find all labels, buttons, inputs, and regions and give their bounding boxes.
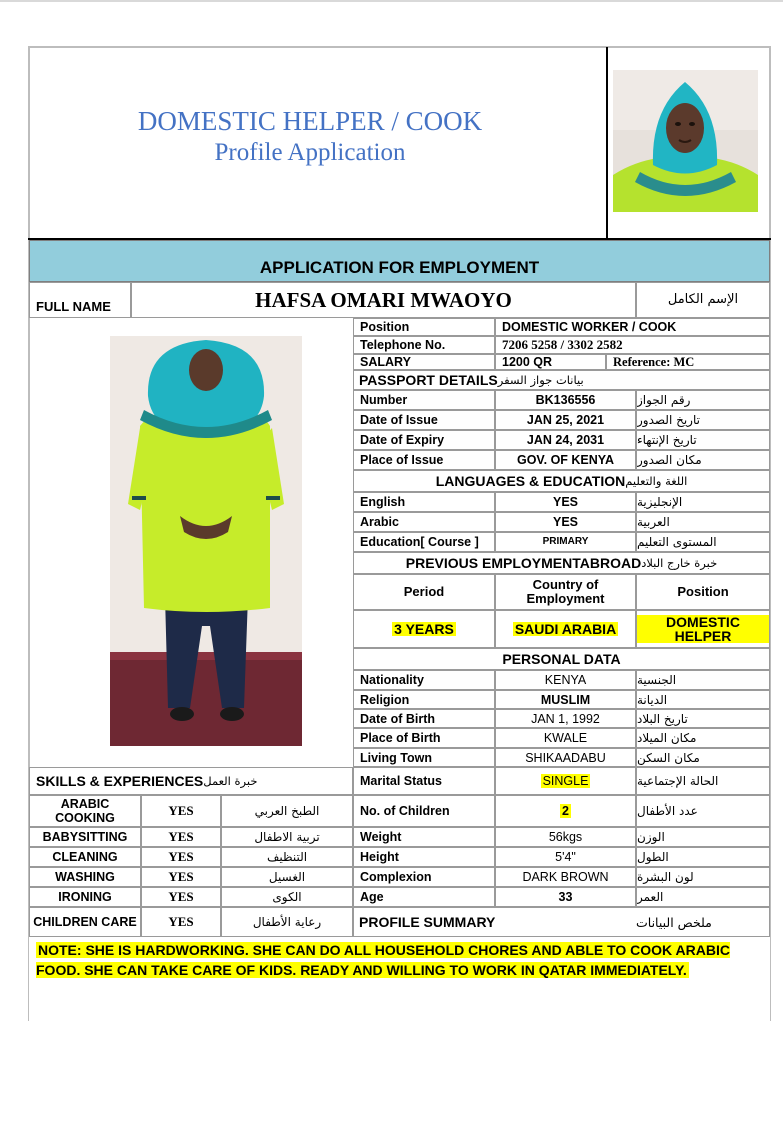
skill-value-2: YES xyxy=(141,847,221,867)
languages-value-2 xyxy=(495,532,636,552)
passport-label-1: Date of Issue xyxy=(353,410,495,430)
passport-title-ar: بيانات جواز السفر xyxy=(497,373,584,387)
previous-employment-value-text-0: 3 YEARS xyxy=(394,621,454,637)
full-name-arabic-label: الإسم الكامل xyxy=(636,282,770,318)
skill-label-5: CHILDREN CARE xyxy=(29,907,141,937)
skill-arabic-5: رعاية الأطفال xyxy=(221,907,353,937)
languages-arabic-2: المستوى التعليم xyxy=(636,532,770,552)
passport-title-en: PASSPORT DETAILS xyxy=(359,372,498,388)
personal-value-text-4: SHIKAADABU xyxy=(525,750,606,765)
personal-arabic-3: مكان الميلاد xyxy=(636,728,770,748)
skill-label-3: WASHING xyxy=(29,867,141,887)
passport-arabic-0: رقم الجواز xyxy=(636,390,770,410)
personal-arabic-5: الحالة الإجتماعية xyxy=(636,767,770,795)
skill-value-3: YES xyxy=(141,867,221,887)
page-subtitle: Profile Application xyxy=(214,139,406,166)
passport-arabic-1: تاريخ الصدور xyxy=(636,410,770,430)
personal-value-2 xyxy=(495,709,636,728)
personal-value-0 xyxy=(495,670,636,690)
personal-label-1: Religion xyxy=(353,690,495,709)
skills-title-en: SKILLS & EXPERIENCES xyxy=(36,773,204,789)
personal-arabic-9: لون البشرة xyxy=(636,867,770,887)
passport-value-text-0: BK136556 xyxy=(535,393,596,407)
previous-employment-title-en: PREVIOUS EMPLOYMENTABROAD xyxy=(405,555,642,571)
personal-value-text-8: 5'4" xyxy=(555,850,576,864)
passport-arabic-2: تاريخ الإنتهاء xyxy=(636,430,770,450)
personal-value-5 xyxy=(495,767,636,795)
personal-arabic-6: عدد الأطفال xyxy=(636,795,770,827)
previous-employment-header-2: Position xyxy=(636,574,770,610)
personal-value-text-0: KENYA xyxy=(544,673,587,687)
previous-employment-title xyxy=(353,552,770,574)
previous-employment-header-0: Period xyxy=(353,574,495,610)
profile-summary-title-ar: ملخص البيانات xyxy=(636,914,712,930)
previous-employment-title-ar: خبرة خارج البلاد xyxy=(641,556,718,570)
languages-value-text-1: YES xyxy=(552,515,578,529)
languages-value-text-0: YES xyxy=(552,495,578,509)
passport-value-1 xyxy=(495,410,636,430)
salary-label: SALARY xyxy=(353,354,495,370)
application-title: APPLICATION FOR EMPLOYMENT xyxy=(259,258,540,277)
personal-arabic-0: الجنسية xyxy=(636,670,770,690)
languages-title-ar: اللغة والتعليم xyxy=(625,474,688,488)
skill-value-0: YES xyxy=(141,795,221,827)
personal-value-8 xyxy=(495,847,636,867)
personal-value-text-6: 2 xyxy=(562,804,569,818)
personal-label-3: Place of Birth xyxy=(353,728,495,748)
previous-employment-value-1 xyxy=(495,610,636,648)
personal-label-9: Complexion xyxy=(353,867,495,887)
personal-arabic-2: تاريخ البلاد xyxy=(636,709,770,728)
personal-arabic-1: الديانة xyxy=(636,690,770,709)
skill-arabic-4: الكوى xyxy=(221,887,353,907)
languages-arabic-1: العربية xyxy=(636,512,770,532)
personal-label-8: Height xyxy=(353,847,495,867)
languages-label-0: English xyxy=(353,492,495,512)
skill-arabic-0: الطبخ العربي xyxy=(221,795,353,827)
passport-value-3 xyxy=(495,450,636,470)
personal-label-6: No. of Children xyxy=(353,795,495,827)
languages-value-0 xyxy=(495,492,636,512)
personal-label-4: Living Town xyxy=(353,748,495,767)
skill-label-1: BABYSITTING xyxy=(29,827,141,847)
personal-label-5: Marital Status xyxy=(353,767,495,795)
passport-value-text-3: GOV. OF KENYA xyxy=(516,453,615,467)
passport-arabic-3: مكان الصدور xyxy=(636,450,770,470)
skill-value-5: YES xyxy=(141,907,221,937)
personal-label-0: Nationality xyxy=(353,670,495,690)
header-divider xyxy=(606,47,608,239)
passport-value-2 xyxy=(495,430,636,450)
personal-label-7: Weight xyxy=(353,827,495,847)
personal-value-9 xyxy=(495,867,636,887)
telephone-label: Telephone No. xyxy=(353,336,495,354)
passport-value-text-2: JAN 24, 2031 xyxy=(526,433,605,447)
personal-value-text-5: SINGLE xyxy=(542,774,589,788)
full-name-label: FULL NAME xyxy=(29,282,131,318)
personal-value-4 xyxy=(495,748,636,767)
applicant-portrait-photo xyxy=(613,70,758,212)
passport-value-text-1: JAN 25, 2021 xyxy=(526,413,605,427)
languages-label-2: Education[ Course ] xyxy=(353,532,495,552)
personal-value-text-7: 56kgs xyxy=(548,830,583,844)
skill-label-2: CLEANING xyxy=(29,847,141,867)
skill-label-4: IRONING xyxy=(29,887,141,907)
passport-label-3: Place of Issue xyxy=(353,450,495,470)
personal-arabic-8: الطول xyxy=(636,847,770,867)
page-title: DOMESTIC HELPER / COOK xyxy=(137,106,483,136)
passport-title xyxy=(359,370,584,390)
skill-value-1: YES xyxy=(141,827,221,847)
telephone-value: 7206 5258 / 3302 2582 xyxy=(495,336,770,354)
previous-employment-value-0 xyxy=(353,610,495,648)
full-name-value: HAFSA OMARI MWAOYO xyxy=(131,282,636,318)
personal-arabic-4: مكان السكن xyxy=(636,748,770,767)
skills-title xyxy=(36,767,257,795)
personal-label-10: Age xyxy=(353,887,495,907)
position-label: Position xyxy=(353,318,495,336)
personal-value-6 xyxy=(495,795,636,827)
personal-value-3 xyxy=(495,728,636,748)
salary-value: 1200 QR xyxy=(495,354,606,370)
previous-employment-value-text-2: DOMESTIC HELPER xyxy=(637,615,769,643)
languages-arabic-0: الإنجليزية xyxy=(636,492,770,512)
previous-employment-value-text-1: SAUDI ARABIA xyxy=(514,621,617,637)
passport-label-0: Number xyxy=(353,390,495,410)
personal-label-2: Date of Birth xyxy=(353,709,495,728)
personal-value-text-2: JAN 1, 1992 xyxy=(531,711,600,726)
skill-arabic-1: تربية الاطفال xyxy=(221,827,353,847)
personal-value-text-3: KWALE xyxy=(543,731,588,745)
reference-value: Reference: MC xyxy=(606,354,770,370)
profile-summary-note xyxy=(36,941,766,980)
position-value: DOMESTIC WORKER / COOK xyxy=(495,318,770,336)
previous-employment-header-1: Country of Employment xyxy=(495,574,636,610)
languages-label-1: Arabic xyxy=(353,512,495,532)
skills-title-ar: خبرة العمل xyxy=(203,774,258,788)
personal-arabic-10: العمر xyxy=(636,887,770,907)
passport-value-0 xyxy=(495,390,636,410)
profile-summary-note-text: NOTE: SHE IS HARDWORKING. SHE CAN DO ALL HOUSEHOLD CHORES AND ABLE TO COOK ARABIC FOOD. SHE CAN TAKE CARE OF KIDS. READY AND WILLING TO WORK IN QATAR IMMEDIATELY. xyxy=(36,942,730,978)
skill-value-4: YES xyxy=(141,887,221,907)
top-rule xyxy=(0,0,783,2)
skill-arabic-3: الغسيل xyxy=(221,867,353,887)
skill-arabic-2: التنظيف xyxy=(221,847,353,867)
skill-label-0: ARABIC COOKING xyxy=(29,795,141,827)
languages-title xyxy=(353,470,770,492)
personal-data-title: PERSONAL DATA xyxy=(353,648,770,670)
personal-value-text-10: 33 xyxy=(558,890,573,904)
personal-arabic-7: الوزن xyxy=(636,827,770,847)
applicant-full-body-photo xyxy=(110,336,302,746)
personal-value-10 xyxy=(495,887,636,907)
languages-title-en: LANGUAGES & EDUCATION xyxy=(435,473,626,489)
languages-value-text-2: PRIMARY xyxy=(542,536,589,547)
personal-value-1 xyxy=(495,690,636,709)
previous-employment-value-2 xyxy=(636,610,770,648)
personal-value-text-1: MUSLIM xyxy=(540,692,591,707)
personal-value-7 xyxy=(495,827,636,847)
languages-value-1 xyxy=(495,512,636,532)
passport-label-2: Date of Expiry xyxy=(353,430,495,450)
profile-summary-title: PROFILE SUMMARY xyxy=(359,914,496,930)
personal-value-text-9: DARK BROWN xyxy=(522,870,609,884)
